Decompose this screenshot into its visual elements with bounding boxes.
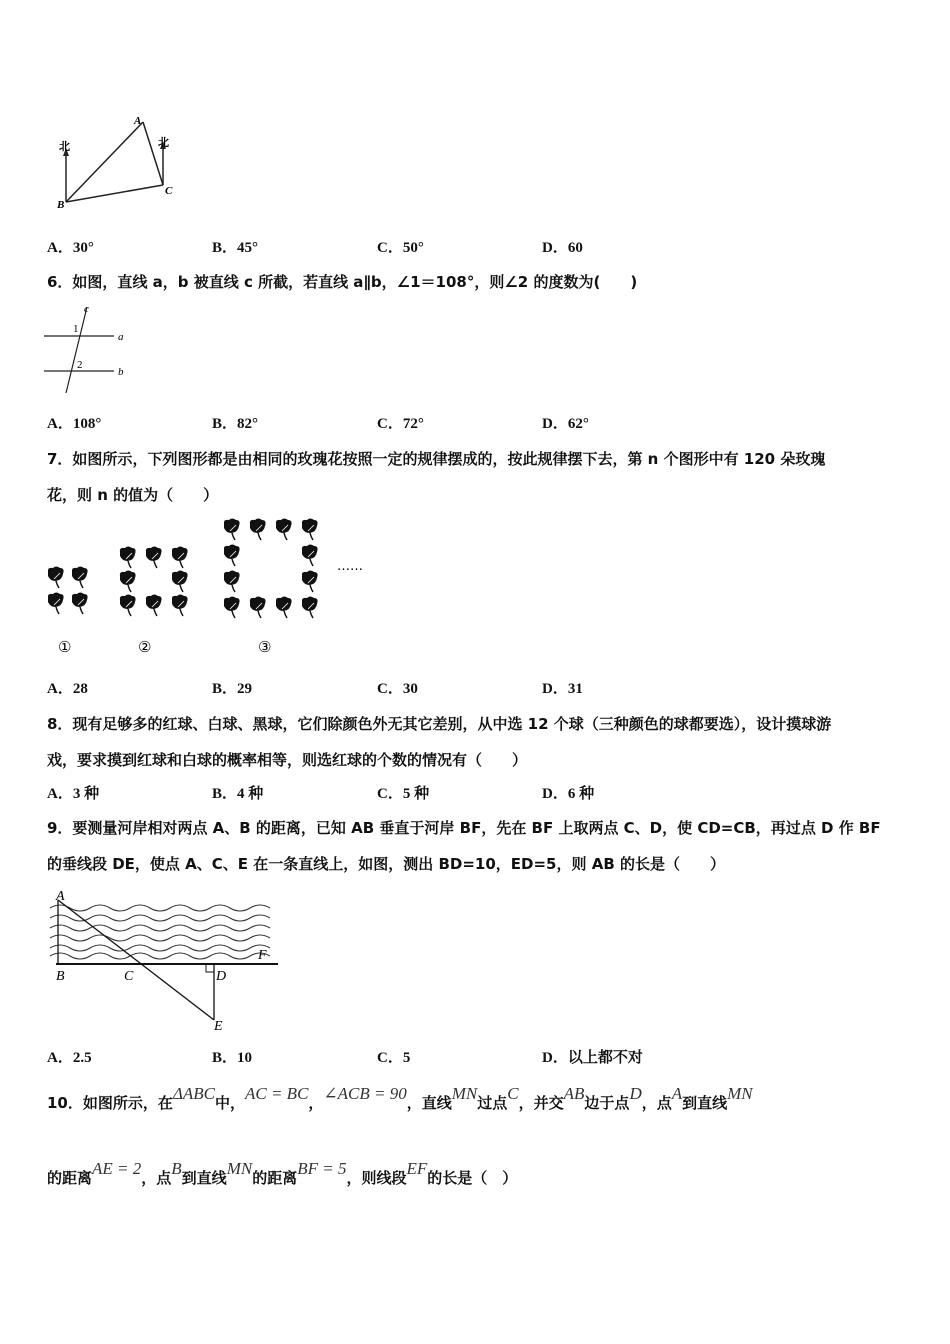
q10-math: MN	[451, 1084, 478, 1103]
q10-math: AB	[563, 1084, 585, 1103]
q6-option-d: D．62°	[542, 416, 589, 432]
q8-stem-line1: 8．现有足够多的红球、白球、黑球，它们除颜色外无其它差别，从中选 12 个球（三种颜色的球都要选），设计摸球游	[47, 715, 832, 733]
q10-math: ∠ACB = 90	[323, 1084, 407, 1103]
q10-math: D	[629, 1084, 642, 1103]
north-label-left: 北	[59, 140, 70, 153]
point-C: C	[165, 185, 173, 197]
q9-figure	[44, 886, 284, 1036]
q6-stem: 6．如图，直线 a，b 被直线 c 所截，若直线 a∥b，∠1＝108°，则∠2 的度数为( )	[47, 273, 638, 291]
label-a: a	[118, 331, 124, 343]
q10-text: 10．如图所示，在	[47, 1094, 173, 1112]
right-angle-mark	[206, 964, 214, 972]
pattern-label-2: ②	[138, 638, 152, 656]
river-waves	[50, 905, 270, 959]
q5-option-c: C．50°	[377, 240, 424, 256]
q10-math: C	[507, 1084, 519, 1103]
q10-math-triangle: ΔABC	[172, 1084, 215, 1103]
q6-option-b: B．82°	[212, 416, 259, 432]
q6-option-a: A．108°	[47, 416, 102, 432]
label-b: b	[118, 366, 124, 378]
q10-text: ，点	[141, 1169, 172, 1187]
rose-pattern-3	[224, 519, 318, 619]
q10-math: MN	[226, 1159, 253, 1178]
q10-text: ，点	[641, 1094, 672, 1112]
q5-figure	[50, 112, 190, 212]
q9-stem-line1: 9．要测量河岸相对两点 A、B 的距离，已知 AB 垂直于河岸 BF，先在 BF 上取两点 C、D，使 CD=CB，再过点 D 作 BF	[47, 819, 881, 837]
label-F: F	[258, 948, 267, 963]
q10-text: 过点	[477, 1094, 508, 1112]
q10-stem-line2	[47, 1159, 518, 1188]
q10-math: EF	[406, 1159, 428, 1178]
q7-option-d: D．31	[542, 681, 583, 697]
q10-text: 边于点	[584, 1094, 630, 1112]
q5-option-a: A．30°	[47, 240, 94, 256]
q7-option-c: C．30	[377, 681, 418, 697]
q9-option-d: D．以上都不对	[542, 1050, 643, 1066]
q7-option-a: A．28	[47, 681, 88, 697]
q7-stem-line1: 7．如图所示，下列图形都是由相同的玫瑰花按照一定的规律摆成的，按此规律摆下去，第 n 个图形中有 120 朵玫瑰	[47, 450, 826, 468]
q6-option-c: C．72°	[377, 416, 424, 432]
angle-2-label: 2	[77, 359, 83, 371]
q10-math: AC = BC	[244, 1084, 309, 1103]
q10-text: 到直线	[682, 1094, 728, 1112]
q10-text: ，并交	[518, 1094, 564, 1112]
pattern-label-3: ③	[258, 638, 272, 656]
q8-option-c: C．5 种	[377, 786, 430, 802]
q9-option-a: A．2.5	[47, 1050, 92, 1066]
q6-figure	[42, 300, 137, 395]
label-B: B	[56, 969, 65, 984]
q10-text: 的长是（ ）	[427, 1169, 518, 1187]
q9-option-b: B．10	[212, 1050, 253, 1066]
angle-1-label: 1	[73, 323, 79, 335]
q9-stem-line2: 的垂线段 DE，使点 A、C、E 在一条直线上，如图，测出 BD=10，ED=5，则 AB 的长是（ ）	[47, 855, 725, 873]
q10-math: AE = 2	[92, 1159, 142, 1178]
rose-pattern-2	[120, 547, 188, 617]
q7-option-b: B．29	[212, 681, 253, 697]
q10-text: 中，	[214, 1094, 245, 1112]
line-c	[66, 307, 87, 393]
label-C: C	[124, 969, 134, 984]
q8-option-a: A．3 种	[47, 786, 100, 802]
label-A: A	[56, 889, 65, 904]
rose-pattern-1	[48, 567, 88, 615]
q5-option-d: D．60	[542, 240, 583, 256]
point-A: A	[134, 115, 142, 127]
q10-stem-line1	[47, 1084, 753, 1113]
q5-option-b: B．45°	[212, 240, 259, 256]
q7-figure	[40, 515, 385, 660]
q10-math: B	[171, 1159, 182, 1178]
q9-option-c: C．5	[377, 1050, 411, 1066]
pattern-label-1: ①	[58, 638, 72, 656]
q10-text: 的距离	[47, 1169, 93, 1187]
q10-math: BF = 5	[297, 1159, 347, 1178]
label-D: D	[216, 969, 227, 984]
q8-option-d: D．6 种	[542, 786, 595, 802]
q10-text: ，	[308, 1094, 324, 1112]
q10-text: 的距离	[252, 1169, 298, 1187]
ellipsis: ……	[337, 559, 363, 574]
q10-math: A	[671, 1084, 683, 1103]
north-label-right: 北	[158, 136, 169, 149]
label-c: c	[84, 303, 89, 315]
point-B: B	[57, 199, 65, 211]
q10-text: ，则线段	[346, 1169, 407, 1187]
label-E: E	[214, 1019, 223, 1034]
q10-text: ，直线	[406, 1094, 452, 1112]
q8-stem-line2: 戏，要求摸到红球和白球的概率相等，则选红球的个数的情况有（ ）	[47, 751, 528, 769]
q7-stem-line2: 花，则 n 的值为（ ）	[47, 486, 219, 504]
line-AC	[143, 122, 163, 185]
q10-text: 到直线	[181, 1169, 227, 1187]
q8-option-b: B．4 种	[212, 786, 264, 802]
q10-math: MN	[727, 1084, 753, 1103]
